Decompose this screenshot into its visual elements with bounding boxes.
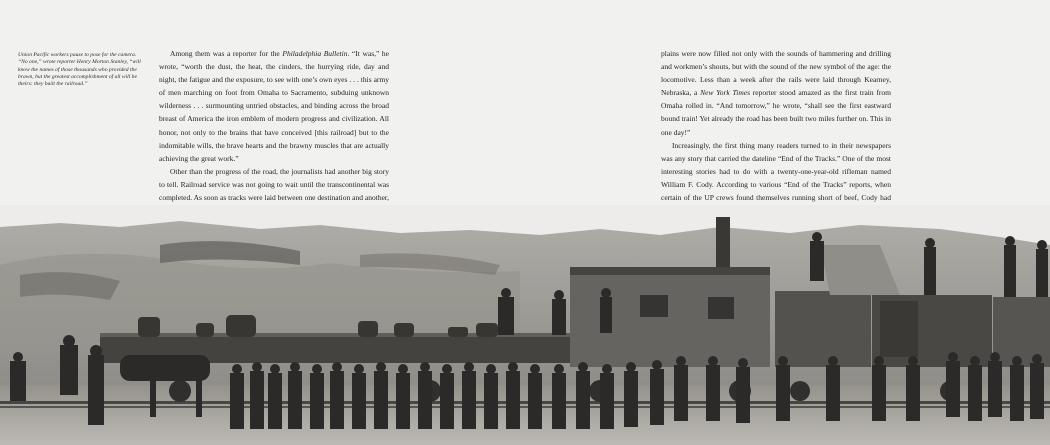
left-p1-text-b: . “It was,” he wrote, “worth the dust, the heat, the cinders, the hurrying ride, day and night, the fatigue and the exposure, to see with one’s own eyes . . . this army of men marching on foot from Omaha to Sacramento, subduing unknown wilderness . . . surmounting untried obstacles, and binding across the broad breast of America the iron emblem of modern progress and civilization. All honor, not only to the brains that have conceived [this railroad] but to the indomitable wills, the brave hearts and the brawny muscles that are actually achieving the great work.” bbox=[159, 49, 389, 163]
right-paragraph-2: Increasingly, the first thing many readers turned to in their newspapers was any story that carried the dateline “End of the Tracks.” One of the most interesting stories had to do with a twenty-one-year-old rifleman named William F. Cody. According to various “End of the Tracks” reports, when certain of the UP crews found themselves running short of beef, Cody had bbox=[661, 140, 891, 203]
right-text-column bbox=[661, 47, 891, 217]
publication-philadelphia-bulletin: Philadelphia Bulletin bbox=[282, 49, 348, 58]
right-p1-text-b: reporter stood amazed as the first train from Omaha rolled in. “And tomorrow,” he wrote, “shall see the first eastward bound train! Yet already the road has been built two miles further on. This in one day!” bbox=[661, 88, 892, 137]
left-text-column bbox=[159, 47, 389, 217]
photo-caption: Union Pacific workers pause to pose for the camera. “No one,” wrote reporter Henry Morton Stanley, “will know the names of those thousands who provided the brawn, but the greatest accomplishment of all will be theirs: they built the railroad.” bbox=[18, 52, 141, 88]
left-paragraph-1 bbox=[159, 47, 389, 165]
railroad-workers-photo bbox=[0, 205, 1050, 445]
right-p1-text-a: plains were now filled not only with the sounds of hammering and drilling and workmen’s shouts, but with the sound of the new symbol of the age: the locomotive. Less than a week after the rails were laid through Kearney, Nebraska, a bbox=[661, 49, 891, 98]
right-paragraph-1 bbox=[661, 47, 891, 139]
publication-new-york-times: New York Times bbox=[700, 88, 751, 98]
left-paragraph-2: Other than the progress of the road, the journalists had another big story to tell. Railroad service was not going to wait until the transcontinental was completed. As soon as tracks were laid between one destination and another, bbox=[159, 166, 389, 203]
left-p1-text-a: Among them was a reporter for the bbox=[170, 49, 283, 58]
